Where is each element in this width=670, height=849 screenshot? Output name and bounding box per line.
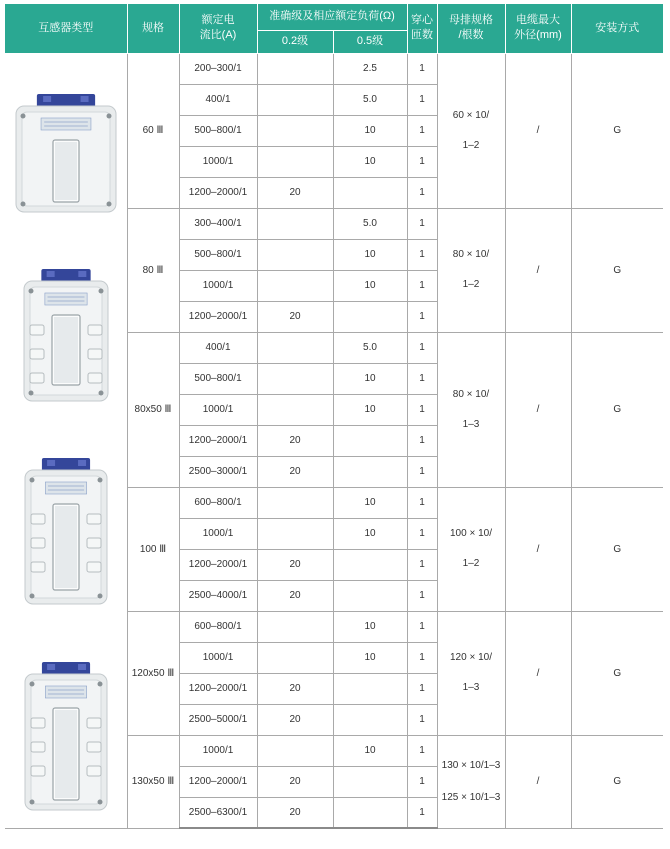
ratio-cell: 300–400/1 [179, 208, 257, 239]
busbar-cell [437, 735, 505, 828]
burden-cell: 5.0 [333, 332, 407, 363]
burden-cell: 10 [333, 735, 407, 766]
burden-cell: 10 [333, 363, 407, 394]
burden-cell: 20 [257, 580, 333, 611]
turns-cell: 1 [407, 146, 437, 177]
burden-cell [333, 704, 407, 735]
ratio-cell: 400/1 [179, 332, 257, 363]
turns-cell: 1 [407, 518, 437, 549]
burden-cell: 10 [333, 642, 407, 673]
burden-cell [333, 580, 407, 611]
burden-cell: 10 [333, 239, 407, 270]
ratio-cell: 1200–2000/1 [179, 425, 257, 456]
burden-cell: 10 [333, 611, 407, 642]
busbar-line: 125 × 10/1–3 [441, 791, 501, 803]
burden-cell: 20 [257, 673, 333, 704]
table-row [5, 53, 663, 84]
burden-cell: 5.0 [333, 84, 407, 115]
spec-cell: 80x50 Ⅲ [127, 332, 179, 487]
ratio-cell: 1200–2000/1 [179, 549, 257, 580]
header-turns: 穿心 匝数 [407, 4, 437, 53]
burden-cell [257, 394, 333, 425]
burden-cell [257, 53, 333, 84]
burden-cell: 20 [257, 766, 333, 797]
busbar-line: 130 × 10/1–3 [441, 759, 501, 771]
burden-cell [333, 177, 407, 208]
ratio-cell: 2500–5000/1 [179, 704, 257, 735]
burden-cell: 20 [257, 549, 333, 580]
burden-cell [257, 270, 333, 301]
burden-cell [333, 456, 407, 487]
burden-cell [333, 673, 407, 704]
turns-cell: 1 [407, 549, 437, 580]
spec-cell: 100 Ⅲ [127, 487, 179, 611]
turns-cell: 1 [407, 580, 437, 611]
turns-cell: 1 [407, 115, 437, 146]
ratio-cell: 500–800/1 [179, 363, 257, 394]
turns-cell: 1 [407, 487, 437, 518]
cable-cell: / [505, 208, 571, 332]
install-cell: G [571, 332, 663, 487]
burden-cell [257, 239, 333, 270]
ratio-cell: 1000/1 [179, 735, 257, 766]
current-transformer-photo [23, 458, 109, 606]
burden-cell: 20 [257, 177, 333, 208]
ratio-cell: 600–800/1 [179, 487, 257, 518]
burden-cell [257, 146, 333, 177]
busbar-cell [437, 332, 505, 487]
turns-cell: 1 [407, 425, 437, 456]
header-cable: 电缆最大 外径(mm) [505, 4, 571, 53]
burden-cell [333, 425, 407, 456]
burden-cell: 10 [333, 518, 407, 549]
burden-cell: 10 [333, 487, 407, 518]
cable-cell: / [505, 53, 571, 208]
spec-cell: 80 Ⅲ [127, 208, 179, 332]
burden-cell [257, 518, 333, 549]
cable-cell: / [505, 735, 571, 828]
header-class-05: 0.5级 [333, 30, 407, 53]
burden-cell [257, 642, 333, 673]
turns-cell: 1 [407, 208, 437, 239]
ratio-cell: 1000/1 [179, 270, 257, 301]
burden-cell: 20 [257, 301, 333, 332]
ratio-cell: 600–800/1 [179, 611, 257, 642]
burden-cell: 20 [257, 797, 333, 828]
busbar-line: 80 × 10/ [452, 249, 490, 260]
burden-cell: 20 [257, 456, 333, 487]
header-accuracy: 准确级及相应额定负荷(Ω) [257, 4, 407, 30]
ratio-cell: 500–800/1 [179, 115, 257, 146]
burden-cell [333, 301, 407, 332]
burden-cell: 10 [333, 270, 407, 301]
ratio-cell: 1200–2000/1 [179, 177, 257, 208]
header-class-02: 0.2级 [257, 30, 333, 53]
burden-cell [257, 208, 333, 239]
ratio-cell: 2500–6300/1 [179, 797, 257, 828]
burden-cell [257, 84, 333, 115]
burden-cell [257, 611, 333, 642]
turns-cell: 1 [407, 270, 437, 301]
ratio-cell: 1200–2000/1 [179, 301, 257, 332]
turns-cell: 1 [407, 642, 437, 673]
busbar-line: 120 × 10/ [450, 652, 492, 663]
ratio-cell: 500–800/1 [179, 239, 257, 270]
header-type: 互感器类型 [5, 4, 127, 53]
burden-cell [333, 766, 407, 797]
burden-cell [333, 549, 407, 580]
turns-cell: 1 [407, 704, 437, 735]
ratio-cell: 2500–4000/1 [179, 580, 257, 611]
header-install: 安装方式 [571, 4, 663, 53]
spec-table-body [5, 53, 663, 828]
turns-cell: 1 [407, 239, 437, 270]
install-cell: G [571, 487, 663, 611]
busbar-line: 1–2 [462, 279, 480, 290]
cable-cell: / [505, 332, 571, 487]
busbar-line: 1–2 [462, 139, 480, 151]
install-cell: G [571, 208, 663, 332]
busbar-cell [437, 611, 505, 735]
busbar-cell [437, 53, 505, 208]
burden-cell [257, 487, 333, 518]
turns-cell: 1 [407, 797, 437, 828]
turns-cell: 1 [407, 53, 437, 84]
burden-cell [257, 115, 333, 146]
install-cell: G [571, 53, 663, 208]
turns-cell: 1 [407, 363, 437, 394]
header-ratio: 额定电 流比(A) [179, 4, 257, 53]
ratio-cell: 1000/1 [179, 394, 257, 425]
burden-cell [257, 735, 333, 766]
turns-cell: 1 [407, 673, 437, 704]
turns-cell: 1 [407, 611, 437, 642]
current-transformer-photo [22, 269, 110, 403]
spec-table [5, 4, 663, 829]
burden-cell: 10 [333, 115, 407, 146]
install-cell: G [571, 735, 663, 828]
ratio-cell: 1200–2000/1 [179, 673, 257, 704]
product-photo-column [5, 53, 127, 828]
current-transformer-photo [14, 94, 118, 214]
busbar-line: 80 × 10/ [452, 388, 490, 400]
busbar-line: 100 × 10/ [450, 528, 492, 539]
busbar-line: 60 × 10/ [452, 109, 490, 121]
ratio-cell: 1200–2000/1 [179, 766, 257, 797]
header-busbar: 母排规格 /根数 [437, 4, 505, 53]
busbar-line: 1–3 [462, 682, 480, 693]
turns-cell: 1 [407, 332, 437, 363]
ratio-cell: 2500–3000/1 [179, 456, 257, 487]
cable-cell: / [505, 487, 571, 611]
turns-cell: 1 [407, 394, 437, 425]
turns-cell: 1 [407, 177, 437, 208]
burden-cell: 5.0 [333, 208, 407, 239]
cable-cell: / [505, 611, 571, 735]
ratio-cell: 1000/1 [179, 146, 257, 177]
ratio-cell: 1000/1 [179, 518, 257, 549]
spec-cell: 60 Ⅲ [127, 53, 179, 208]
busbar-cell [437, 487, 505, 611]
turns-cell: 1 [407, 301, 437, 332]
current-transformer-photo [23, 662, 109, 812]
burden-cell [333, 797, 407, 828]
turns-cell: 1 [407, 456, 437, 487]
burden-cell: 20 [257, 704, 333, 735]
busbar-cell [437, 208, 505, 332]
turns-cell: 1 [407, 766, 437, 797]
busbar-line: 1–2 [462, 558, 480, 569]
ratio-cell: 200–300/1 [179, 53, 257, 84]
install-cell: G [571, 611, 663, 735]
burden-cell: 20 [257, 425, 333, 456]
turns-cell: 1 [407, 735, 437, 766]
busbar-line: 1–3 [462, 418, 480, 430]
spec-cell: 120x50 Ⅲ [127, 611, 179, 735]
header-spec: 规格 [127, 4, 179, 53]
ratio-cell: 1000/1 [179, 642, 257, 673]
burden-cell [257, 363, 333, 394]
burden-cell: 2.5 [333, 53, 407, 84]
burden-cell: 10 [333, 394, 407, 425]
burden-cell [257, 332, 333, 363]
burden-cell: 10 [333, 146, 407, 177]
turns-cell: 1 [407, 84, 437, 115]
spec-cell: 130x50 Ⅲ [127, 735, 179, 828]
ratio-cell: 400/1 [179, 84, 257, 115]
